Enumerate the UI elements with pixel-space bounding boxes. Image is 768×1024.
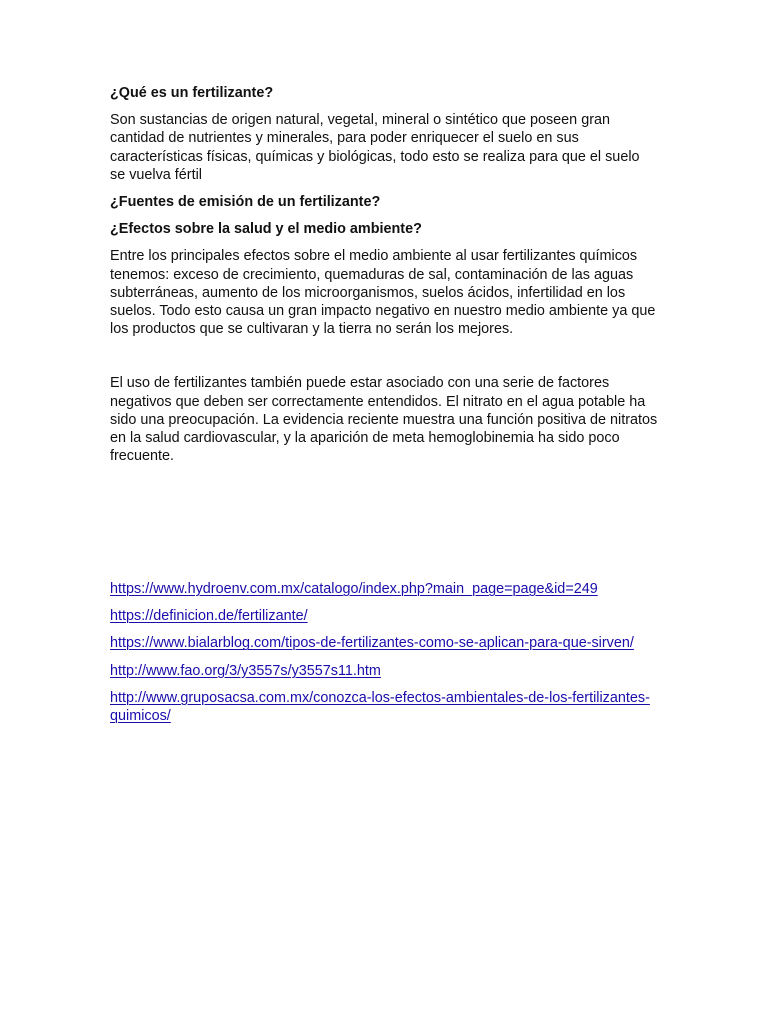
document-body xyxy=(110,84,658,465)
reference-link-definicion[interactable]: https://definicion.de/fertilizante/ xyxy=(110,608,308,625)
references-list xyxy=(110,580,658,734)
reference-link-bialarblog[interactable]: https://www.bialarblog.com/tipos-de-fertilizantes-como-se-aplican-para-que-sirven/ xyxy=(110,635,634,652)
paragraph-definicion: Son sustancias de origen natural, vegetal, mineral o sintético que poseen gran cantidad de nutrientes y minerales, para poder enriquecer el suelo en sus características físicas, químicas y biológicas, todo esto se realiza para que el suelo se vuelva fértil xyxy=(110,112,640,183)
reference-link-gruposacsa[interactable]: http://www.gruposacsa.com.mx/conozca-los-efectos-ambientales-de-los-fertilizantes-quimicos/ xyxy=(110,689,650,725)
heading-efectos-salud-ambiente: ¿Efectos sobre la salud y el medio ambiente? xyxy=(110,221,422,238)
heading-que-es-fertilizante: ¿Qué es un fertilizante? xyxy=(110,85,274,101)
heading-fuentes-emision: ¿Fuentes de emisión de un fertilizante? xyxy=(110,194,381,211)
reference-link-hydroenv[interactable]: https://www.hydroenv.com.mx/catalogo/index.php?main_page=page&id=249 xyxy=(110,581,598,597)
paragraph-efectos: Entre los principales efectos sobre el medio ambiente al usar fertilizantes químicos tenemos: exceso de crecimiento, quemaduras de sal, contaminación de las aguas subterráneas, aumento de los microorganismos, suelos ácidos, infertilidad en los suelos. Todo esto causa un gran impacto negativo en nuestro medio ambiente ya que los productos que se cultivaran y la tierra no serán los mejores. xyxy=(110,248,656,338)
reference-link-fao[interactable]: http://www.fao.org/3/y3557s/y3557s11.htm xyxy=(110,662,381,679)
paragraph-nitratos: El uso de fertilizantes también puede estar asociado con una serie de factores negativos que deben ser correctamente entendidos. El nitrato en el agua potable ha sido una preocupación. La evidencia reciente muestra una función positiva de nitratos en la salud cardiovascular, y la aparición de meta hemoglobinemia ha sido poco frecuente. xyxy=(110,375,658,465)
